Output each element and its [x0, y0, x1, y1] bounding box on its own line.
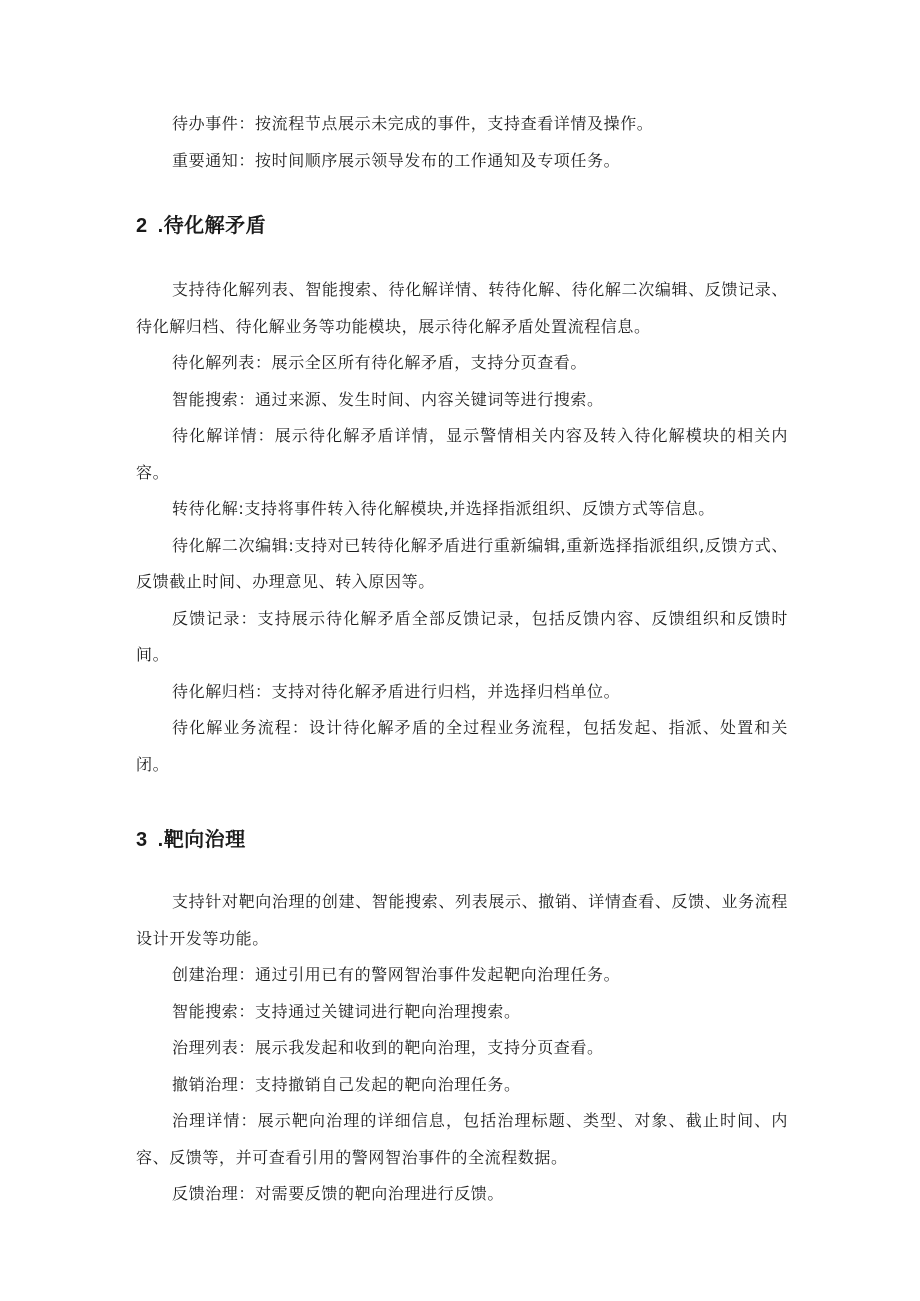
section-3-heading	[136, 821, 788, 858]
section-3-paragraph: 创建治理：通过引用已有的警网智治事件发起靶向治理任务。	[172, 965, 621, 984]
section-3-paragraph: 治理详情：展示靶向治理的详细信息，包括治理标题、类型、对象、截止时间、内容、反馈等，并可查看引用的警网智治事件的全流程数据。	[136, 1111, 788, 1167]
document-page	[136, 106, 788, 1213]
important-notice-paragraph: 重要通知：按时间顺序展示领导发布的工作通知及专项任务。	[172, 150, 621, 170]
section-3-title: 靶向治理	[163, 827, 246, 851]
section-2-paragraph: 转待化解:支持将事件转入待化解模块,并选择指派组织、反馈方式等信息。	[172, 499, 715, 518]
section-3-paragraph: 反馈治理：对需要反馈的靶向治理进行反馈。	[172, 1184, 505, 1203]
section-2-paragraph: 支持待化解列表、智能搜索、待化解详情、转待化解、待化解二次编辑、反馈记录、待化解归档、待化解业务等功能模块，展示待化解矛盾处置流程信息。	[136, 280, 788, 336]
section-2-paragraph: 待化解二次编辑:支持对已转待化解矛盾进行重新编辑,重新选择指派组织,反馈方式、反馈截止时间、办理意见、转入原因等。	[136, 535, 788, 591]
section-2-dot: .	[157, 215, 164, 237]
section-3-dot: .	[157, 829, 164, 851]
section-3-paragraph: 撤销治理：支持撤销自己发起的靶向治理任务。	[172, 1074, 521, 1094]
pending-events-paragraph: 待办事件：按流程节点展示未完成的事件，支持查看详情及操作。	[172, 114, 654, 133]
section-3-paragraph: 智能搜索：支持通过关键词进行靶向治理搜索。	[172, 1001, 521, 1021]
section-2-paragraph: 反馈记录：支持展示待化解矛盾全部反馈记录，包括反馈内容、反馈组织和反馈时间。	[136, 608, 788, 664]
section-2-paragraph: 待化解详情：展示待化解矛盾详情，显示警情相关内容及转入待化解模块的相关内容。	[136, 426, 788, 482]
section-2-paragraph: 待化解列表：展示全区所有待化解矛盾，支持分页查看。	[172, 353, 588, 372]
section-2-paragraph: 待化解归档：支持对待化解矛盾进行归档，并选择归档单位。	[172, 681, 621, 701]
section-3-number: 3	[136, 829, 148, 851]
section-2-heading	[136, 207, 788, 244]
section-3-paragraph: 支持针对靶向治理的创建、智能搜索、列表展示、撤销、详情查看、反馈、业务流程设计开发等功能。	[136, 892, 788, 948]
section-2-title: 待化解矛盾	[163, 213, 267, 237]
section-3-paragraph: 治理列表：展示我发起和收到的靶向治理，支持分页查看。	[172, 1038, 604, 1057]
section-2-paragraph: 待化解业务流程：设计待化解矛盾的全过程业务流程，包括发起、指派、处置和关闭。	[136, 718, 788, 774]
section-2-number: 2	[136, 215, 148, 237]
section-2-paragraph: 智能搜索：通过来源、发生时间、内容关键词等进行搜索。	[172, 389, 604, 409]
